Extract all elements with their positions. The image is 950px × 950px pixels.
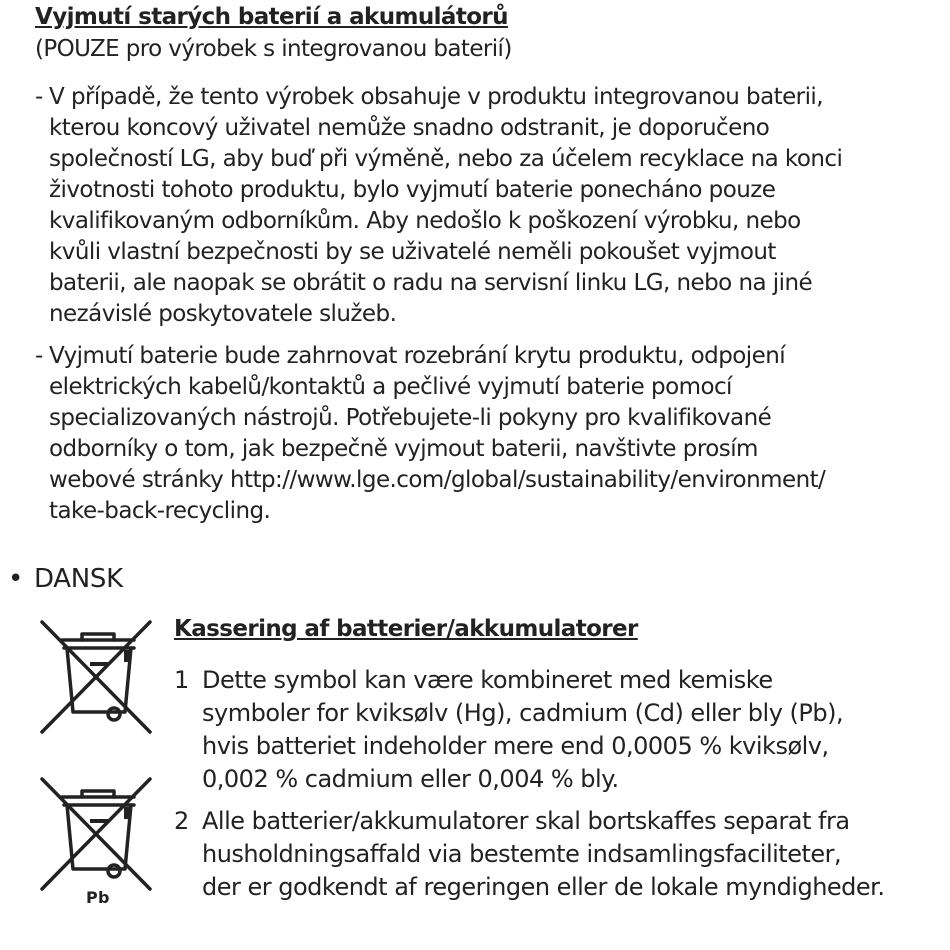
paragraph-line: nezávislé poskytovatele služeb. [49,301,397,327]
paragraph-line: V případě, že tento výrobek obsahuje v produktu integrovanou baterii, [49,84,824,110]
paragraph-line: Vyjmutí baterie bude zahrnovat rozebrání krytu produktu, odpojení [49,343,786,369]
language-section-heading [8,564,123,594]
paragraph-line: odborníky o tom, jak bezpečně vyjmout baterii, navštivte prosím [49,436,758,462]
paragraph-line: společností LG, aby buď při výměně, nebo za účelem recyklace na konci [49,146,843,172]
item-line: 0,002 % cadmium eller 0,004 % bly. [202,765,619,793]
item-line: der er godkendt af regeringen eller de lokale myndigheder. [202,873,885,901]
item-line: hvis batteriet indeholder mere end 0,0005 % kviksølv, [202,732,829,760]
crossed-out-wheelie-bin-pb-icon [40,777,152,892]
paragraph-line: specializovaných nástrojů. Potřebujete-li pokyny pro kvalifikované [49,405,772,431]
paragraph-line: take-back-recycling. [49,498,271,524]
item-line: symboler for kviksølv (Hg), cadmium (Cd) eller bly (Pb), [202,699,844,727]
battery-removal-subtitle: (POUZE pro výrobek s integrovanou baterií) [35,36,512,62]
paragraph-line: kterou koncový uživatel nemůže snadno odstranit, je doporučeno [49,115,770,141]
paragraph-line: kvalifikovaným odborníkům. Aby nedošlo k poškození výrobku, nebo [49,208,801,234]
paragraph-line: kvůli vlastní bezpečnosti by se uživatelé neměli pokoušet vyjmout [49,239,776,265]
paragraph-line: životnosti tohoto produktu, bylo vyjmutí baterie ponecháno pouze [49,177,776,203]
item-line: Alle batterier/akkumulatorer skal bortskaffes separat fra [202,807,850,835]
section-label: DANSK [34,564,123,594]
item-line: Dette symbol kan være kombineret med kemiske [202,666,773,694]
bullet-dash: - [35,84,43,110]
bullet-paragraph [35,82,930,330]
battery-removal-title: Vyjmutí starých baterií a akumulátorů [35,4,508,30]
lead-symbol-label: Pb [86,888,110,907]
numbered-item [174,664,934,796]
bullet-dash: - [35,343,43,369]
item-number: 1 [174,666,189,694]
numbered-item [174,805,934,904]
paragraph-line: webové stránky http://www.lge.com/global/sustainability/environment/ [49,467,826,493]
item-number: 2 [174,807,189,835]
item-line: husholdningsaffald via bestemte indsamlingsfaciliteter, [202,840,842,868]
paragraph-line: elektrických kabelů/kontaktů a pečlivé vyjmutí baterie pomocí [49,374,732,400]
bullet-paragraph [35,341,930,527]
section-bullet: • [8,564,24,594]
battery-disposal-title: Kassering af batterier/akkumulatorer [174,616,638,642]
paragraph-line: baterii, ale naopak se obrátit o radu na servisní linku LG, nebo na jiné [49,270,813,296]
crossed-out-wheelie-bin-icon [40,620,152,735]
